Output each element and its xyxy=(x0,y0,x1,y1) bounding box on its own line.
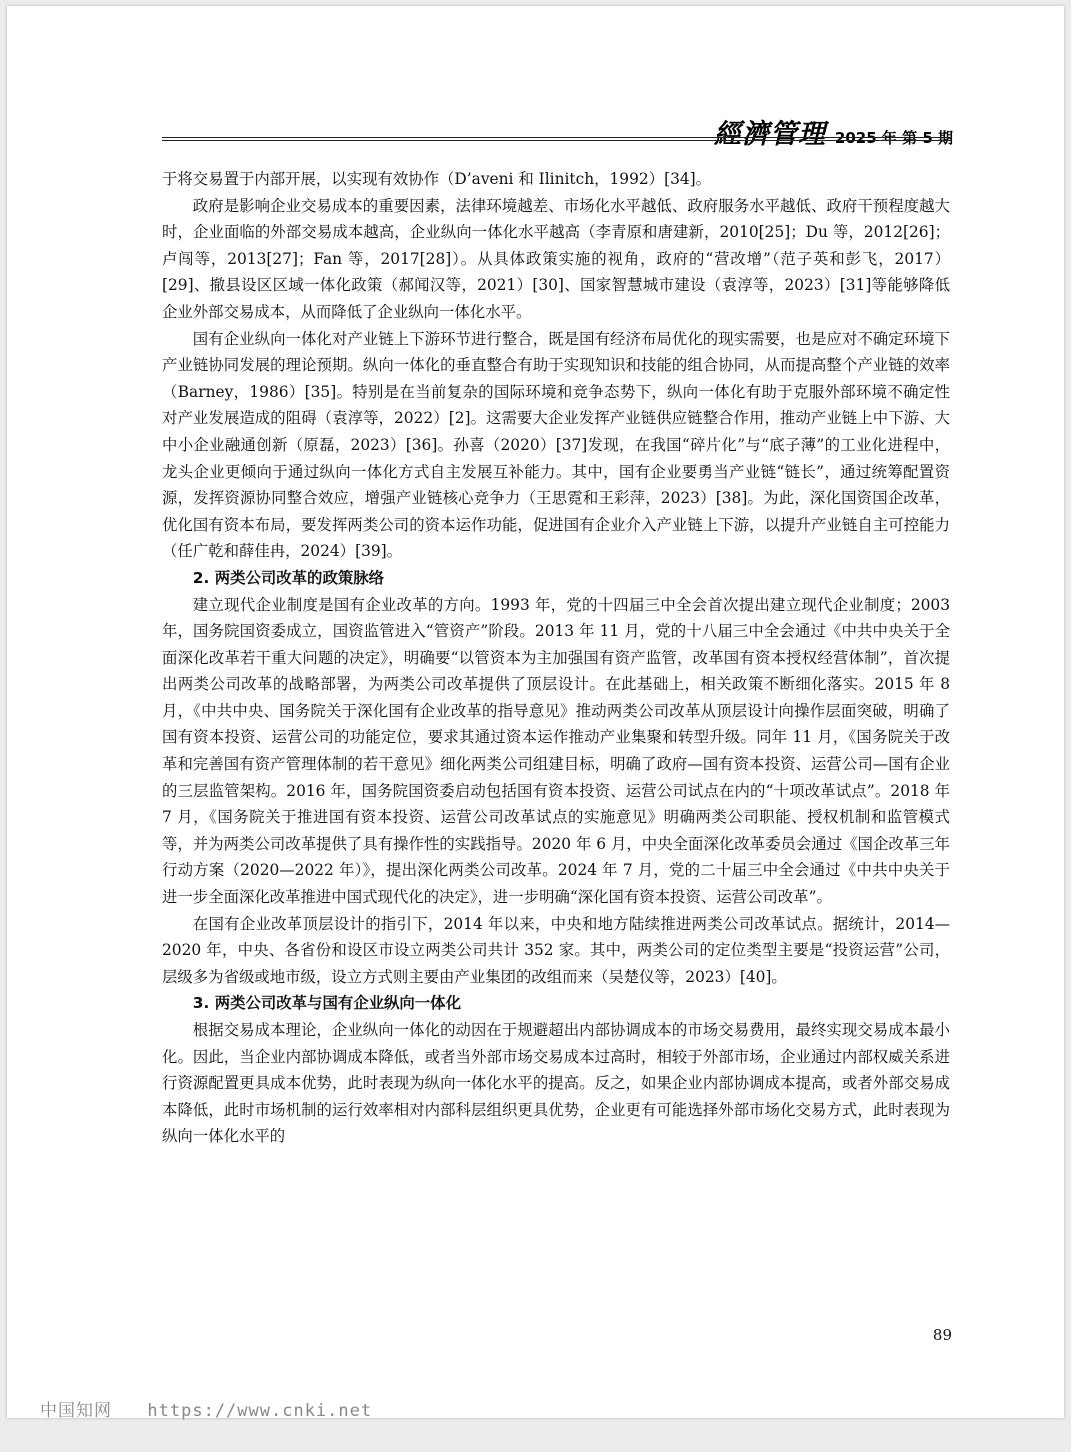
paragraph: 根据交易成本理论，企业纵向一体化的动因在于规避超出内部协调成本的市场交易费用，最终实现交易成本最小化。因此，当企业内部协调成本降低，或者当外部市场交易成本过高时，相较于外部市场，企业通过内部权威关系进行资源配置更具成本优势，此时表现为纵向一体化水平的提高。反之，如果企业内部协调成本提高，或者外部交易成本降低，此时市场机制的运行效率相对内部科层组织更具优势，企业更有可能选择外部市场化交易方式，此时表现为纵向一体化水平的 xyxy=(162,1021,950,1146)
header-rule-thin xyxy=(162,140,952,141)
page-number: 89 xyxy=(932,1326,952,1344)
paper-page xyxy=(7,6,1064,1418)
article-body xyxy=(162,166,950,1150)
running-header xyxy=(7,112,953,151)
section-heading: 3. 两类公司改革与国有企业纵向一体化 xyxy=(192,994,461,1013)
paragraph: 建立现代企业制度是国有企业改革的方向。1993 年，党的十四届三中全会首次提出建立现代企业制度；2003 年，国务院国资委成立，国资监管进入“管资产”阶段。2013 年 11 月，党的十八届三中全会通过《中共中央关于全面深化改革若干重大问题的决定》，明确要“以管资本为主加强国有资产监管，改革国有资本授权经营体制”，首次提出两类公司改革的战略部署，为两类公司改革提供了顶层设计。在此基础上，相关政策不断细化落实。2015 年 8 月，《中共中央、国务院关于深化国有企业改革的指导意见》推动两类公司改革从顶层设计向操作层面突破，明确了国有资本投资、运营公司的功能定位，要求其通过资本运作推动产业集聚和转型升级。同年 11 月，《国务院关于改革和完善国有资产管理体制的若干意见》细化两类公司组建目标，明确了政府—国有资本投资、运营公司—国有企业的三层监管架构。2016 年，国务院国资委启动包括国有资本投资、运营公司试点在内的“十项改革试点”。2018 年 7 月，《国务院关于推进国有资本投资、运营公司改革试点的实施意见》明确两类公司职能、授权机制和监管模式等，并为两类公司改革提供了具有操作性的实践指导。2020 年 6 月，中央全面深化改革委员会通过《国企改革三年行动方案（2020—2022 年）》，提出深化两类公司改革。2024 年 7 月，党的二十届三中全会通过《中共中央关于进一步全面深化改革推进中国式现代化的决定》，进一步明确“深化国有资本投资、运营公司改革”。 xyxy=(162,595,950,907)
watermark-footer xyxy=(40,1396,372,1421)
cnki-url[interactable]: https://www.cnki.net xyxy=(147,1401,373,1421)
paragraph: 国有企业纵向一体化对产业链上下游环节进行整合，既是国有经济布局优化的现实需要，也是应对不确定环境下产业链协同发展的理论预期。纵向一体化的垂直整合有助于实现知识和技能的组合协同，从而提高整个产业链的效率（Barney，1986）[35]。特别是在当前复杂的国际环境和竞争态势下，纵向一体化有助于克服外部环境不确定性对产业发展造成的阻碍（袁淳等，2022）[2]。这需要大企业发挥产业链供应链整合作用，推动产业链上中下游、大中小企业融通创新（原磊，2023）[36]。孙喜（2020）[37]发现，在我国“碎片化”与“底子薄”的工业化进程中，龙头企业更倾向于通过纵向一体化方式自主发展互补能力。其中，国有企业要勇当产业链“链长”，通过统筹配置资源，发挥资源协同整合效应，增强产业链核心竞争力（王思霓和王彩萍，2023）[38]。为此，深化国资国企改革，优化国有资本布局，要发挥两类公司的资本运作功能，促进国有企业介入产业链上下游，以提升产业链自主可控能力（任广乾和薛佳冉，2024）[39]。 xyxy=(162,329,950,561)
header-rule-thick xyxy=(162,137,952,138)
cnki-brand: 中国知网 xyxy=(40,1401,112,1421)
paragraph: 于将交易置于内部开展，以实现有效协作（D’aveni 和 Ilinitch，1992）[34]。 xyxy=(162,170,712,188)
paragraph: 在国有企业改革顶层设计的指引下，2014 年以来，中央和地方陆续推进两类公司改革试点。据统计，2014—2020 年，中央、各省份和设区市设立两类公司共计 352 家。其中，两类公司的定位类型主要是“投资运营”公司，层级多为省级或地市级，设立方式则主要由产业集团的改组而来（吴楚仪等，2023）[40]。 xyxy=(162,914,950,986)
issue-label: 2025 年 第 5 期 xyxy=(834,129,953,147)
paragraph: 政府是影响企业交易成本的重要因素，法律环境越差、市场化水平越低、政府服务水平越低、政府干预程度越大时，企业面临的外部交易成本越高，企业纵向一体化水平越高（李青原和唐建新，2010[25]；Du 等，2012[26]；卢闯等，2013[27]；Fan 等，2017[28]）。从具体政策实施的视角，政府的“营改增”（范子英和彭飞，2017）[29]、撤县设区区域一体化政策（郝闻汉等，2021）[30]、国家智慧城市建设（袁淳等，2023）[31]等能够降低企业外部交易成本，从而降低了企业纵向一体化水平。 xyxy=(162,196,950,321)
section-heading: 2. 两类公司改革的政策脉络 xyxy=(192,568,385,587)
journal-title: 經濟管理 xyxy=(713,119,826,150)
